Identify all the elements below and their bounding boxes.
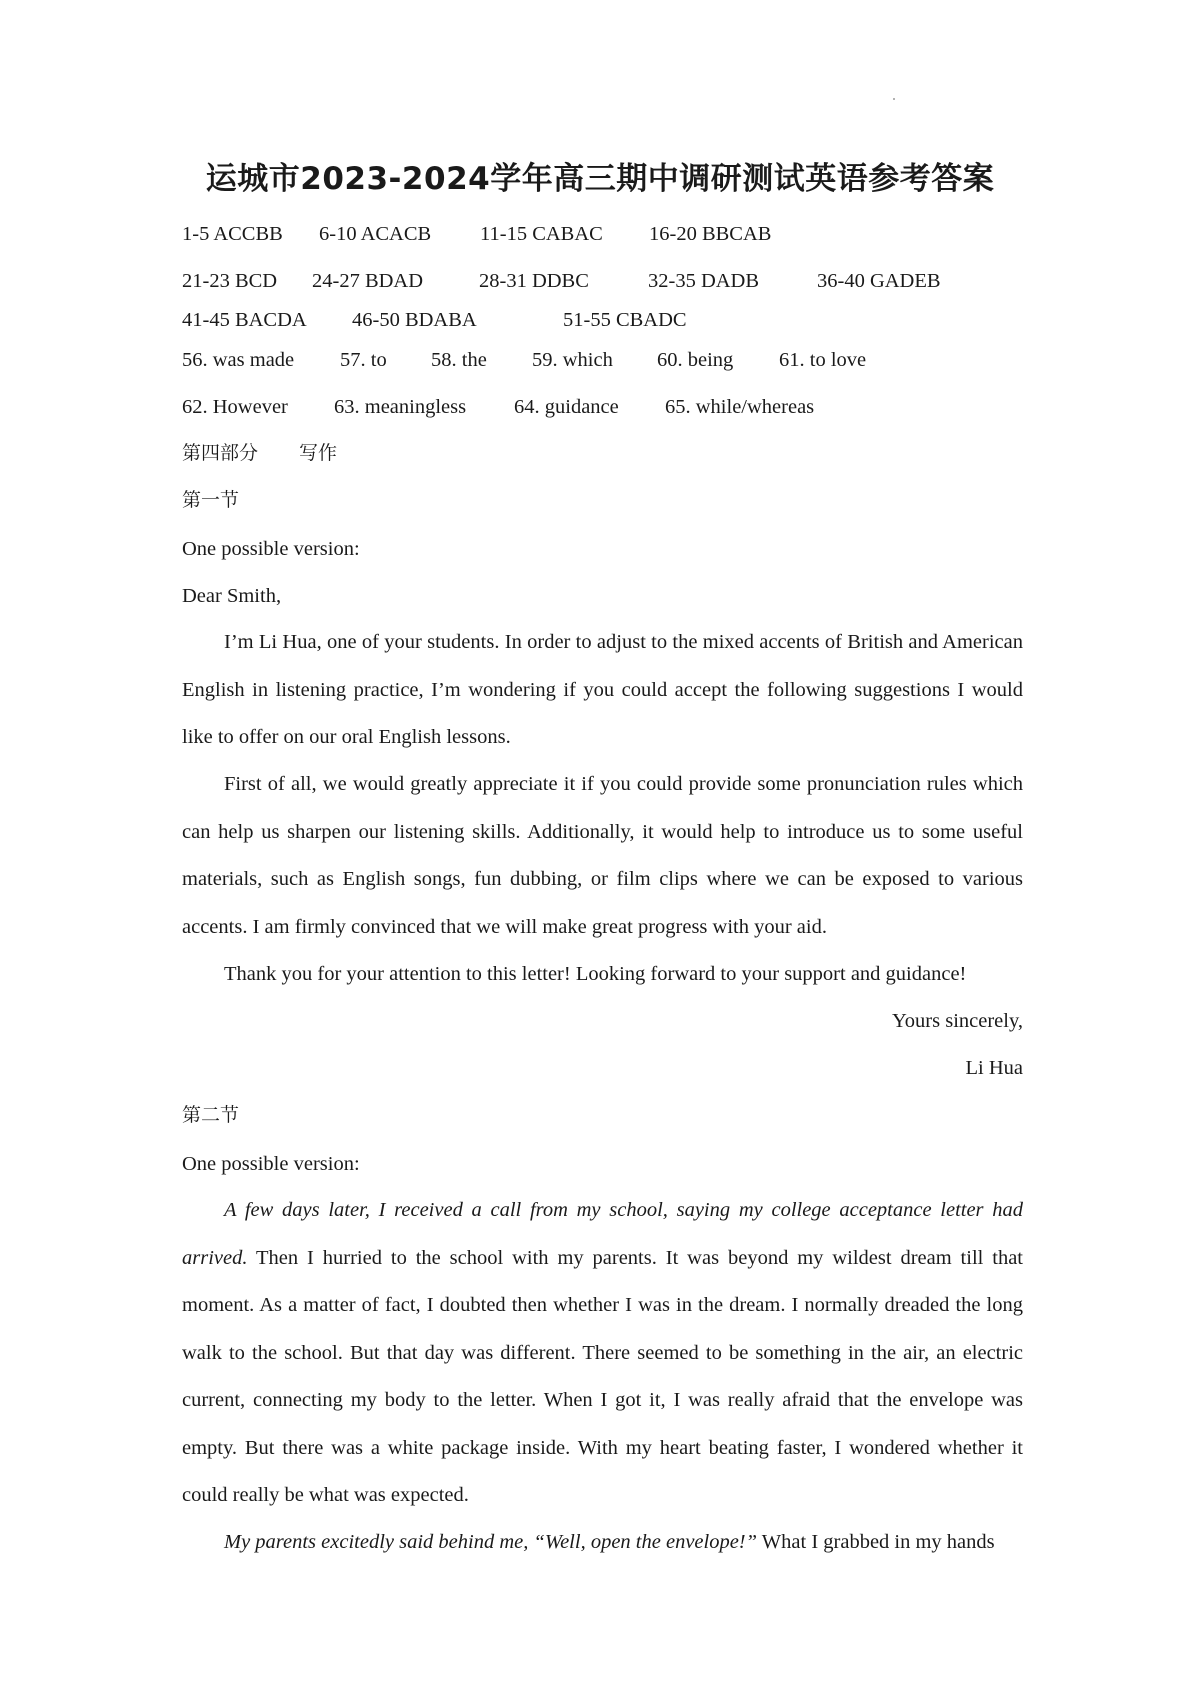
answer-item: 61. to love — [779, 349, 867, 371]
answer-group: 21-23 BCD — [182, 270, 278, 292]
answer-group: 51-55 CBADC — [563, 309, 687, 331]
answer-group: 32-35 DADB — [648, 270, 760, 292]
answer-group: 36-40 GADEB — [817, 270, 941, 292]
page-title: 运城市2023-2024学年高三期中调研测试英语参考答案 — [205, 161, 995, 197]
answer-item: 57. to — [340, 349, 387, 371]
section2-heading: 第二节 — [182, 1104, 240, 1126]
letter-signature: Li Hua — [965, 1057, 1023, 1079]
letter-paragraph-2: First of all, we would greatly appreciate it if you could provide some pronunciation rules which can help us sharpen our listening skills. Additionally, it would help to introduce us to some useful materials, such as English songs, fun dubbing, or film clips where we can be exposed to various accents. I am firmly convinced that we will make great progress with your aid. — [182, 773, 1023, 938]
story-prompt-sentence: A few days later, I received a call from my school, saying my college acceptance letter had arrived. — [182, 1199, 1023, 1269]
story-paragraph-1: A few days later, I received a call from my school, saying my college acceptance letter had arrived. Then I hurried to the school with my parents. It was beyond my wildest dream till that moment. As a matter of fact, I doubted then whether I was in the dream. I normally dreaded the long walk to the school. But that day was different. There seemed to be something in the air, an electric current, connecting my body to the letter. When I got it, I was really afraid that the envelope was empty. But there was a white package inside. With my heart beating faster, I wondered whether it could really be what was expected. — [182, 1199, 1023, 1506]
answer-item: 63. meaningless — [334, 396, 467, 418]
answer-item: 56. was made — [182, 349, 295, 371]
answer-item: 62. However — [182, 396, 288, 418]
answer-item: 60. being — [657, 349, 734, 371]
answer-group: 41-45 BACDA — [182, 309, 307, 331]
part4-label: 第四部分 — [182, 442, 259, 464]
letter-salutation: Dear Smith, — [182, 585, 282, 607]
story-paragraph-2: My parents excitedly said behind me, “Well, open the envelope!” What I grabbed in my hands — [224, 1531, 995, 1553]
scan-dot — [893, 98, 895, 100]
section2-version-label: One possible version: — [182, 1153, 360, 1175]
letter-paragraph-1: I’m Li Hua, one of your students. In order to adjust to the mixed accents of British and American English in listening practice, I’m wondering if you could accept the following suggestions I would like to offer on our oral English lessons. — [182, 631, 1023, 748]
letter-closing: Yours sincerely, — [892, 1010, 1023, 1032]
part4-title: 写作 — [299, 442, 338, 464]
answer-group: 28-31 DDBC — [479, 270, 589, 292]
section1-heading: 第一节 — [182, 489, 240, 511]
answer-group: 1-5 ACCBB — [182, 223, 283, 245]
answer-group: 11-15 CABAC — [480, 223, 603, 245]
answer-group: 6-10 ACACB — [319, 223, 432, 245]
letter-paragraph-3: Thank you for your attention to this letter! Looking forward to your support and guidance! — [224, 963, 967, 985]
answer-item: 64. guidance — [514, 396, 619, 418]
answer-item: 65. while/whereas — [665, 396, 815, 418]
section1-version-label: One possible version: — [182, 538, 360, 560]
answer-group: 46-50 BDABA — [352, 309, 477, 331]
answer-item: 59. which — [532, 349, 613, 371]
story-prompt-sentence: My parents excitedly said behind me, “Well, open the envelope!” — [224, 1531, 758, 1553]
answer-item: 58. the — [431, 349, 487, 371]
answer-group: 24-27 BDAD — [312, 270, 424, 292]
answer-group: 16-20 BBCAB — [649, 223, 772, 245]
